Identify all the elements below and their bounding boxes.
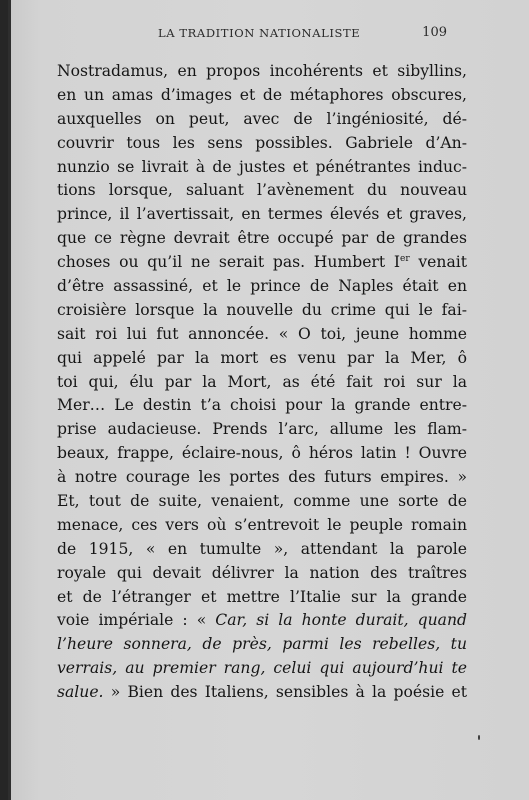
text-line: Et, tout de suite, venaient, comme une sorte de <box>57 492 467 511</box>
text-line-italic: l’heure sonnera, de près, parmi les rebelles, tu <box>57 635 467 654</box>
text-line: croisière lorsque la nouvelle du crime qui le fai- <box>57 300 467 319</box>
text-segment: voie impériale : « <box>57 611 216 630</box>
text-line: d’être assassiné, et le prince de Naples était en <box>57 277 467 296</box>
page-binding-edge <box>8 0 11 800</box>
paper-speck <box>478 735 480 740</box>
text-line: couvrir tous les sens possibles. Gabriele d’An- <box>57 133 467 152</box>
text-line: et de l’étranger et mettre l’Italie sur la grande <box>57 587 467 606</box>
text-line: Nostradamus, en propos incohérents et sibyllins, <box>57 62 467 80</box>
text-line: qui appelé par la mort es venu par la Mer, ô <box>57 348 467 367</box>
ordinal-superscript: er <box>400 253 410 264</box>
text-line: que ce règne devrait être occupé par de grandes <box>57 229 467 248</box>
text-line: tions lorsque, saluant l’avènement du nouveau <box>57 181 467 200</box>
text-line: en un amas d’images et de métaphores obscures, <box>57 85 467 104</box>
text-line: sait roi lui fut annoncée. « O toi, jeune homme <box>57 324 467 343</box>
italic-quote: salue. <box>57 683 104 702</box>
text-line <box>57 681 467 705</box>
text-line: Mer… Le destin t’a choisi pour la grande entre- <box>57 396 467 415</box>
book-page <box>8 0 529 800</box>
text-line: toi qui, élu par la Mort, as été fait roi sur la <box>57 372 467 391</box>
text-line: prince, il l’avertissait, en termes élevés et graves, <box>57 205 467 224</box>
text-segment: » Bien des Italiens, sensibles à la poésie et <box>103 683 467 702</box>
body-text <box>57 60 467 705</box>
text-line <box>57 251 467 275</box>
text-segment: venait <box>409 253 467 272</box>
text-segment: choses ou qu’il ne serait pas. Humbert I <box>57 253 401 272</box>
text-line: de 1915, « en tumulte », attendant la parole <box>57 539 467 558</box>
text-line: nunzio se livrait à de justes et pénétrantes induc- <box>57 157 467 176</box>
text-line: à notre courage les portes des futurs empires. » <box>57 468 467 487</box>
page-header <box>8 26 529 46</box>
text-line-italic: verrais, au premier rang, celui qui aujourd’hui te <box>57 659 467 678</box>
running-head: LA TRADITION NATIONALISTE <box>158 26 361 40</box>
text-line: prise audacieuse. Prends l’arc, allume les flam- <box>57 420 467 439</box>
text-line: auxquelles on peut, avec de l’ingéniosité, dé- <box>57 109 467 128</box>
italic-quote: Car, si la honte durait, quand <box>215 611 467 630</box>
text-line <box>57 609 467 633</box>
text-line: menace, ces vers où s’entrevoit le peuple romain <box>57 515 467 534</box>
text-line: royale qui devait délivrer la nation des traîtres <box>57 563 467 582</box>
text-line: beaux, frappe, éclaire-nous, ô héros latin ! Ouvre <box>57 444 467 463</box>
page-number: 109 <box>422 25 447 40</box>
